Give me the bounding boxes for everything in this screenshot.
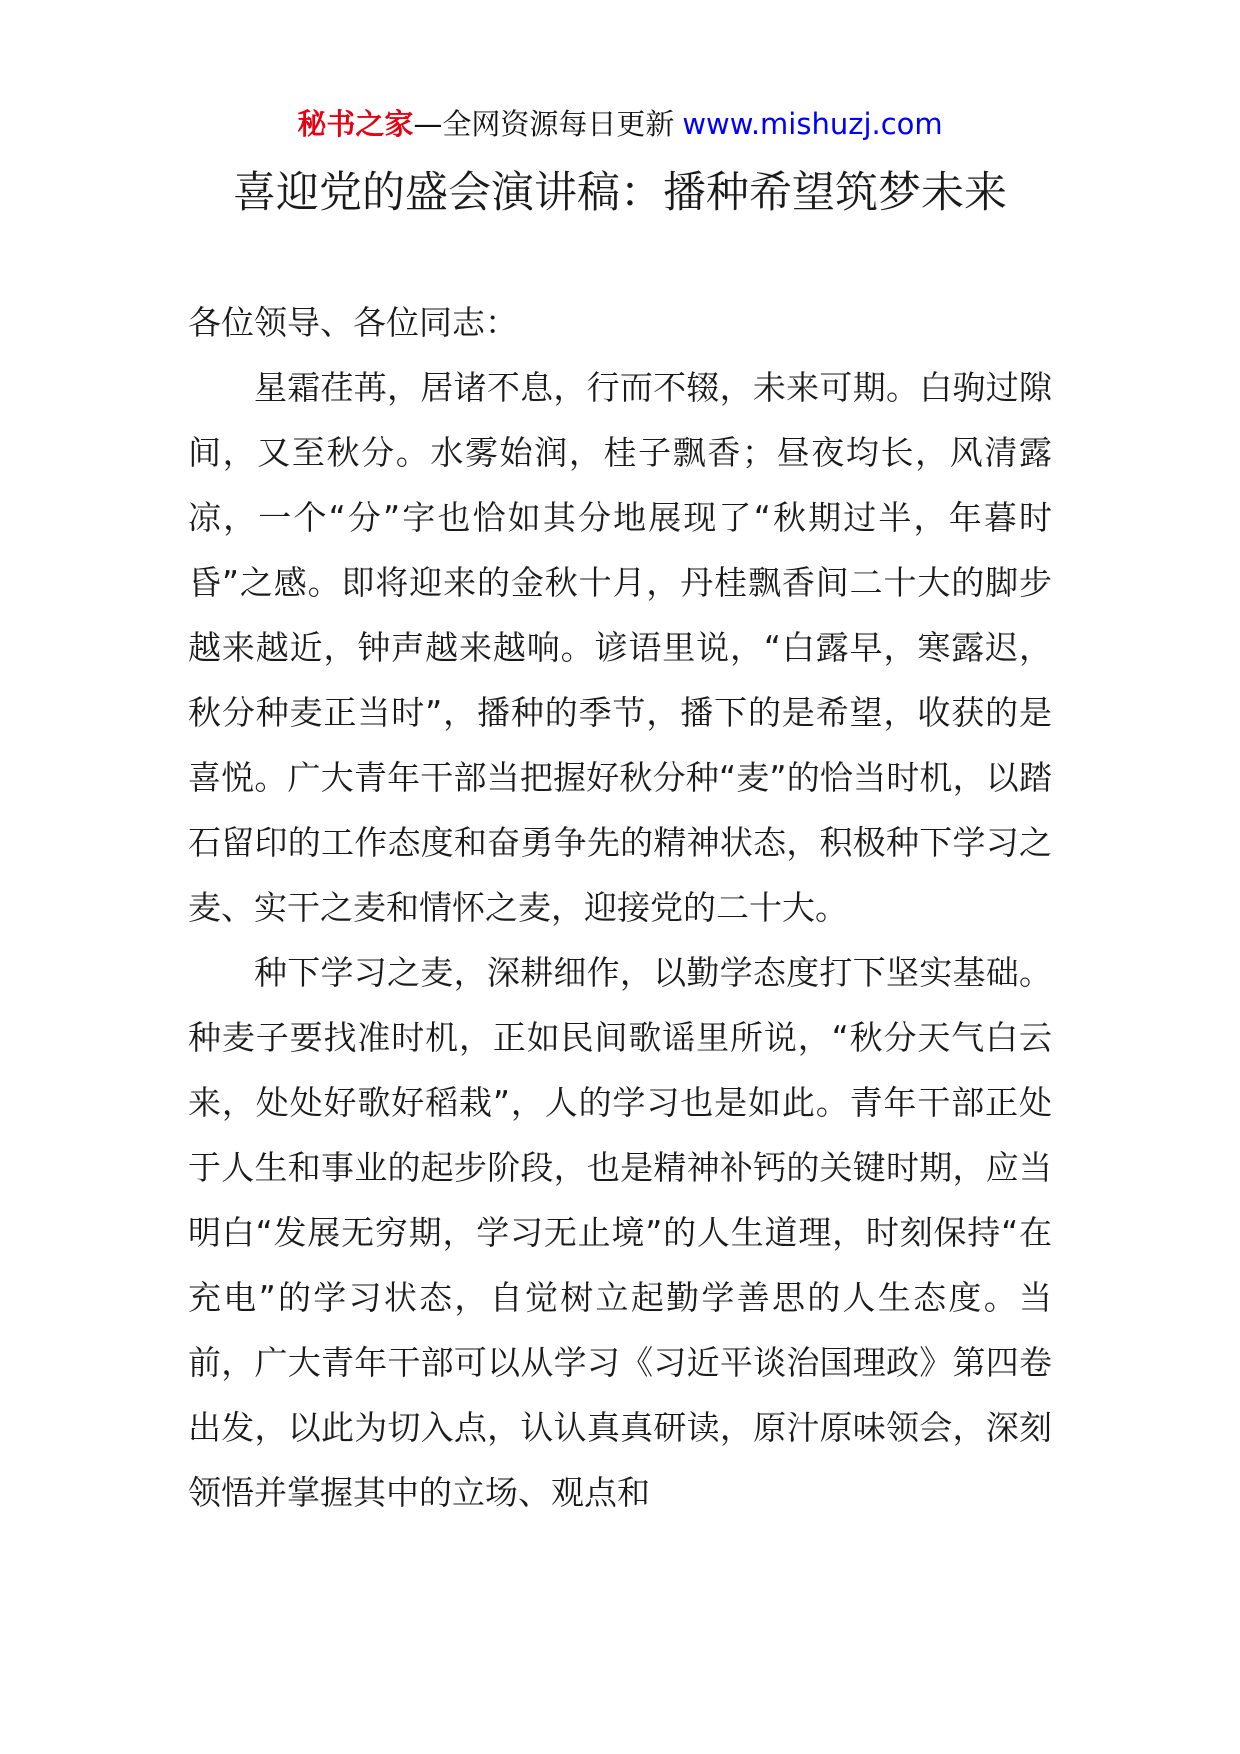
salutation: 各位领导、各位同志： bbox=[188, 303, 518, 342]
paragraph-2: 种下学习之麦，深耕细作，以勤学态度打下坚实基础。种麦子要找准时机，正如民间歌谣里所说，“秋分天气白云来，处处好歌好稻栽”，人的学习也是如此。青年干部正处于人生和事业的起步阶段，也是精神补钙的关键时期，应当明白“发展无穷期，学习无止境”的人生道理，时刻保持“在充电”的学习状态，自觉树立起勤学善思的人生态度。当前，广大青年干部可以从学习《习近平谈治国理政》第四卷出发，以此为切入点，认认真真研读，原汁原味领会，深刻领悟并掌握其中的立场、观点和 bbox=[188, 953, 1052, 1512]
paragraph-1: 星霜荏苒，居诸不息，行而不辍，未来可期。白驹过隙间，又至秋分。水雾始润，桂子飘香；昼夜均长，风清露凉，一个“分”字也恰如其分地展现了“秋期过半，年暮时昏”之感。即将迎来的金秋十月，丹桂飘香间二十大的脚步越来越近，钟声越来越响。谚语里说，“白露早，寒露迟，秋分种麦正当时”，播种的季节，播下的是希望，收获的是喜悦。广大青年干部当把握好秋分种“麦”的恰当时机，以踏石留印的工作态度和奋勇争先的精神状态，积极种下学习之麦、实干之麦和情怀之麦，迎接党的二十大。 bbox=[188, 368, 1052, 927]
site-url-link[interactable]: www.mishuzj.com bbox=[682, 107, 943, 141]
document-body bbox=[188, 290, 1052, 1525]
document-title: 喜迎党的盛会演讲稿：播种希望筑梦未来 bbox=[233, 168, 1007, 218]
site-banner bbox=[0, 104, 1240, 144]
site-tagline: —全网资源每日更新 bbox=[413, 107, 675, 141]
site-brand: 秘书之家 bbox=[297, 107, 414, 141]
